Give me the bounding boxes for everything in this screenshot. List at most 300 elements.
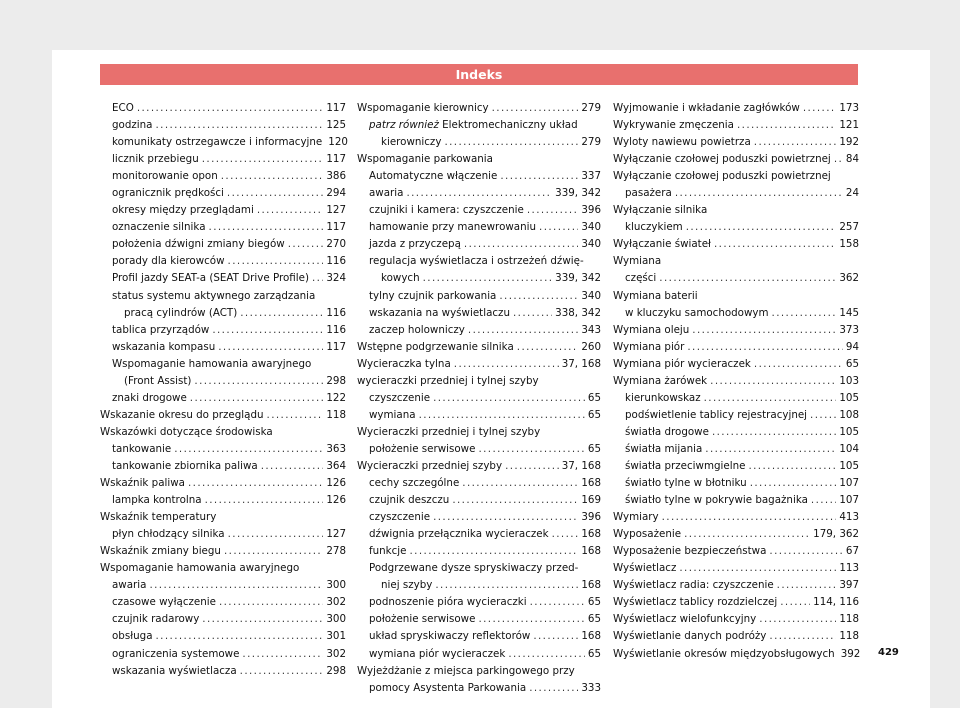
- entry-label: kluczykiem: [625, 221, 683, 234]
- index-entry: [357, 270, 601, 287]
- index-entry: [357, 509, 601, 526]
- entry-label: Wstępne podgrzewanie silnika: [357, 340, 514, 353]
- index-entry: [613, 424, 859, 441]
- entry-label: tankowanie zbiornika paliwa: [112, 459, 258, 472]
- leader-dots: [780, 594, 810, 611]
- entry-page-ref: 67: [845, 545, 859, 558]
- leader-dots: [242, 646, 323, 663]
- leader-dots: [748, 458, 836, 475]
- index-heading: Wspomaganie hamowania awaryjnego: [112, 357, 312, 370]
- leader-dots: [505, 458, 559, 475]
- entry-page-ref: 126: [326, 494, 346, 507]
- entry-page-ref: 114, 116: [813, 596, 859, 609]
- index-entry: [613, 117, 859, 134]
- entry-label: godzina: [112, 119, 153, 132]
- leader-dots: [464, 236, 578, 253]
- entry-label: licznik przebiegu: [112, 153, 199, 166]
- entry-page-ref: 65: [587, 613, 601, 626]
- entry-page-ref: 392: [840, 647, 861, 660]
- entry-page-ref: 270: [326, 238, 346, 251]
- entry-label: światło tylne w błotniku: [625, 477, 747, 490]
- leader-dots: [194, 373, 323, 390]
- leader-dots: [533, 628, 578, 645]
- index-entry: [100, 339, 346, 356]
- leader-dots: [492, 100, 579, 117]
- index-heading: Wyłączanie czołowej poduszki powietrznej: [613, 170, 831, 183]
- index-entry: [100, 236, 346, 253]
- index-entry: [357, 594, 601, 611]
- entry-label: światła drogowe: [625, 425, 709, 438]
- entry-page-ref: 113: [839, 562, 859, 575]
- entry-page-ref: 37, 168: [561, 459, 601, 472]
- entry-page-ref: 302: [326, 596, 346, 609]
- entry-label: pomocy Asystenta Parkowania: [369, 681, 527, 694]
- entry-page-ref: 279: [581, 102, 601, 114]
- entry-page-ref: 127: [326, 528, 346, 541]
- index-entry: [613, 543, 859, 560]
- entry-label: Wymiana oleju: [613, 323, 690, 336]
- leader-dots: [777, 577, 837, 594]
- leader-dots: [149, 577, 323, 594]
- index-entry: [100, 441, 346, 458]
- leader-dots: [406, 185, 552, 202]
- leader-dots: [712, 424, 836, 441]
- entry-page-ref: 65: [587, 596, 601, 609]
- entry-page-ref: 279: [581, 136, 601, 149]
- entry-label: oznaczenie silnika: [112, 221, 206, 234]
- index-heading: wycieraczki przedniej i tylnej szyby: [357, 374, 539, 387]
- entry-page-ref: 339, 342: [555, 272, 601, 285]
- entry-label: czyszczenie: [369, 511, 431, 524]
- entry-label: Wyświetlacz radia: czyszczenie: [613, 579, 774, 592]
- entry-label: światła przeciwmgielne: [625, 459, 746, 472]
- entry-label: Wyłączanie czołowej poduszki powietrznej: [613, 153, 831, 166]
- entry-label: wymiana: [369, 408, 416, 421]
- leader-dots: [759, 611, 836, 628]
- leader-dots: [444, 134, 578, 151]
- entry-label: Automatyczne włączenie: [369, 170, 498, 183]
- leader-dots: [687, 339, 843, 356]
- entry-label: awaria: [369, 187, 404, 200]
- entry-label: czujnik deszczu: [369, 494, 450, 507]
- entry-label: okresy między przeglądami: [112, 204, 254, 217]
- leader-dots: [811, 492, 836, 509]
- leader-dots: [737, 117, 836, 134]
- entry-page-ref: 117: [326, 221, 346, 234]
- index-entry: [100, 458, 346, 475]
- leader-dots: [552, 526, 579, 543]
- index-entry: [100, 492, 346, 509]
- leader-dots: [834, 151, 843, 168]
- leader-dots: [478, 441, 584, 458]
- entry-page-ref: 158: [839, 238, 859, 251]
- index-entry: [613, 646, 859, 663]
- index-entry: [100, 134, 346, 151]
- entry-label: światło tylne w pokrywie bagażnika: [625, 494, 808, 507]
- leader-dots: [202, 151, 324, 168]
- index-heading: Wyjeżdżanie z miejsca parkingowego przy: [357, 664, 575, 677]
- entry-page-ref: 294: [326, 187, 346, 200]
- index-column-2: [357, 100, 601, 697]
- entry-label: Wyświetlacz tablicy rozdzielczej: [613, 596, 778, 609]
- entry-page-ref: 364: [326, 459, 346, 472]
- entry-page-ref: 343: [581, 323, 601, 336]
- leader-dots: [662, 509, 837, 526]
- entry-label: położenia dźwigni zmiany biegów: [112, 238, 285, 251]
- index-heading: Wspomaganie parkowania: [357, 153, 493, 166]
- entry-label: lampka kontrolna: [112, 494, 202, 507]
- entry-page-ref: 105: [839, 425, 859, 438]
- leader-dots: [209, 219, 324, 236]
- leader-dots: [228, 526, 324, 543]
- entry-label: Wyposażenie: [613, 528, 682, 541]
- entry-label: wskazania na wyświetlaczu: [369, 306, 510, 319]
- entry-label: awaria: [112, 579, 147, 592]
- leader-dots: [261, 458, 324, 475]
- entry-label: zaczep holowniczy: [369, 323, 465, 336]
- entry-label: podnoszenie pióra wycieraczki: [369, 596, 527, 609]
- entry-page-ref: 107: [839, 494, 859, 507]
- index-entry: [613, 526, 859, 543]
- index-entry: [100, 594, 346, 611]
- index-entry: [100, 543, 346, 560]
- entry-page-ref: 340: [581, 221, 601, 234]
- leader-dots: [714, 236, 836, 253]
- index-entry: [613, 390, 859, 407]
- entry-page-ref: 301: [326, 630, 346, 643]
- entry-label: (Front Assist): [124, 374, 192, 387]
- entry-page-ref: 65: [587, 391, 601, 404]
- leader-dots: [218, 339, 323, 356]
- entry-page-ref: 396: [581, 204, 601, 217]
- see-also-prefix: patrz również: [369, 119, 439, 132]
- index-entry: [100, 407, 346, 424]
- leader-dots: [679, 560, 836, 577]
- index-entry: [100, 305, 346, 322]
- index-heading: Podgrzewane dysze spryskiwaczy przed-: [369, 562, 579, 575]
- index-entry: [613, 441, 859, 458]
- entry-label: Wyświetlanie danych podróży: [613, 630, 767, 643]
- page-number: 429: [878, 647, 899, 658]
- entry-page-ref: 118: [839, 630, 859, 643]
- leader-dots: [188, 475, 323, 492]
- leader-dots: [433, 390, 585, 407]
- index-heading: Wyłączanie silnika: [613, 204, 708, 217]
- entry-label: Wyświetlanie okresów międzyobsługowych: [613, 647, 835, 660]
- entry-page-ref: 117: [326, 340, 346, 353]
- entry-page-ref: 363: [326, 442, 346, 455]
- entry-page-ref: 24: [845, 187, 859, 200]
- entry-page-ref: 121: [839, 119, 859, 132]
- entry-label: czujnik radarowy: [112, 613, 200, 626]
- entry-page-ref: 116: [326, 306, 346, 319]
- index-entry: [100, 151, 346, 168]
- index-heading: status systemu aktywnego zarządzania: [112, 289, 316, 302]
- entry-page-ref: 108: [839, 408, 859, 421]
- index-entry: [357, 390, 601, 407]
- entry-page-ref: 396: [581, 511, 601, 524]
- entry-page-ref: 397: [839, 579, 859, 592]
- entry-label: położenie serwisowe: [369, 613, 476, 626]
- index-entry: [357, 134, 601, 151]
- entry-label: ECO: [112, 102, 134, 114]
- entry-page-ref: 120: [328, 136, 348, 149]
- entry-label: Wspomaganie kierownicy: [357, 102, 489, 114]
- index-entry: [357, 526, 601, 543]
- index-entry: [100, 373, 346, 390]
- index-entry: [100, 202, 346, 219]
- index-entry: [100, 100, 346, 117]
- index-entry: [613, 305, 859, 322]
- index-entry: [357, 219, 601, 236]
- index-entry: [100, 219, 346, 236]
- entry-label: tankowanie: [112, 442, 172, 455]
- entry-page-ref: 386: [326, 170, 346, 183]
- index-entry: [613, 373, 859, 390]
- index-entry: [357, 577, 601, 594]
- index-heading: Wymiana baterii: [613, 289, 698, 302]
- see-also-line: [357, 117, 601, 134]
- leader-dots: [754, 356, 843, 373]
- leader-dots: [312, 270, 323, 287]
- entry-label: Wycieraczka tylna: [357, 357, 451, 370]
- index-entry: [357, 441, 601, 458]
- leader-dots: [769, 628, 836, 645]
- leader-dots: [212, 322, 323, 339]
- index-entry: [357, 611, 601, 628]
- entry-label: Wymiana żarówek: [613, 374, 708, 387]
- index-entry: [100, 185, 346, 202]
- entry-page-ref: 126: [326, 477, 346, 490]
- leader-dots: [530, 594, 585, 611]
- leader-dots: [803, 100, 837, 117]
- index-entry: [100, 390, 346, 407]
- entry-page-ref: 145: [839, 306, 859, 319]
- leader-dots: [419, 407, 585, 424]
- entry-page-ref: 169: [581, 494, 601, 507]
- index-entry: [613, 475, 859, 492]
- leader-dots: [174, 441, 323, 458]
- index-entry: [357, 475, 601, 492]
- entry-label: Wyświetlacz: [613, 562, 677, 575]
- index-entry: [613, 185, 859, 202]
- index-entry: [357, 305, 601, 322]
- leader-dots: [410, 543, 579, 560]
- entry-page-ref: 300: [326, 613, 346, 626]
- entry-page-ref: 117: [326, 102, 346, 114]
- entry-page-ref: 337: [581, 170, 601, 183]
- entry-page-ref: 373: [839, 323, 859, 336]
- index-column-3: [613, 100, 859, 663]
- entry-page-ref: 122: [326, 391, 346, 404]
- entry-page-ref: 105: [839, 459, 859, 472]
- entry-label: kierunkowskaz: [625, 391, 701, 404]
- index-entry: [613, 611, 859, 628]
- entry-label: w kluczyku samochodowym: [625, 306, 769, 319]
- index-header: [100, 64, 858, 85]
- index-entry: [613, 339, 859, 356]
- entry-page-ref: 116: [326, 323, 346, 336]
- index-heading: Wspomaganie hamowania awaryjnego: [100, 562, 300, 575]
- index-entry: [357, 202, 601, 219]
- entry-page-ref: 302: [326, 647, 346, 660]
- entry-page-ref: 107: [839, 477, 859, 490]
- entry-label: pracą cylindrów (ACT): [124, 306, 238, 319]
- index-heading: Wycieraczki przedniej i tylnej szyby: [357, 425, 541, 438]
- leader-dots: [686, 219, 837, 236]
- index-entry: [613, 509, 859, 526]
- entry-label: Wymiana piór wycieraczek: [613, 357, 751, 370]
- leader-dots: [513, 305, 552, 322]
- entry-page-ref: 324: [326, 272, 346, 285]
- entry-label: znaki drogowe: [112, 391, 187, 404]
- index-entry: [100, 270, 346, 287]
- index-entry: [357, 543, 601, 560]
- leader-dots: [267, 407, 324, 424]
- leader-dots: [772, 305, 837, 322]
- index-heading: Wskaźnik temperatury: [100, 511, 217, 524]
- index-entry: [100, 168, 346, 185]
- leader-dots: [527, 202, 578, 219]
- leader-dots: [454, 356, 559, 373]
- leader-dots: [227, 185, 323, 202]
- leader-dots: [499, 288, 578, 305]
- leader-dots: [257, 202, 324, 219]
- index-entry: [100, 628, 346, 645]
- index-entry: [357, 100, 601, 117]
- entry-page-ref: 168: [581, 630, 601, 643]
- entry-label: jazda z przyczepą: [369, 238, 461, 251]
- entry-label: dźwignia przełącznika wycieraczek: [369, 528, 549, 541]
- entry-label: położenie serwisowe: [369, 442, 476, 455]
- leader-dots: [462, 475, 578, 492]
- entry-label: cechy szczególne: [369, 477, 460, 490]
- index-entry: [357, 236, 601, 253]
- entry-label: Wycieraczki przedniej szyby: [357, 459, 503, 472]
- leader-dots: [423, 270, 553, 287]
- entry-label: wymiana piór wycieraczek: [369, 647, 506, 660]
- index-entry: [100, 577, 346, 594]
- entry-label: Wyłączanie świateł: [613, 238, 711, 251]
- leader-dots: [710, 373, 836, 390]
- entry-label: niej szyby: [381, 579, 433, 592]
- entry-page-ref: 103: [839, 374, 859, 387]
- entry-label: światła mijania: [625, 442, 703, 455]
- entry-label: Profil jazdy SEAT-a (SEAT Drive Profile): [112, 272, 309, 285]
- index-entry: [100, 663, 346, 680]
- see-also-target: Elektromechaniczny układ: [442, 119, 578, 132]
- index-entry: [357, 168, 601, 185]
- index-heading: Wskazówki dotyczące środowiska: [100, 425, 273, 438]
- leader-dots: [810, 407, 836, 424]
- index-entry: [100, 611, 346, 628]
- entry-page-ref: 65: [587, 442, 601, 455]
- entry-label: kierowniczy: [381, 136, 442, 149]
- entry-page-ref: 105: [839, 391, 859, 404]
- entry-label: Wskazanie okresu do przeglądu: [100, 408, 264, 421]
- index-entry: [613, 628, 859, 645]
- index-entry: [613, 594, 859, 611]
- index-entry: [357, 322, 601, 339]
- entry-label: podświetlenie tablicy rejestracyjnej: [625, 408, 808, 421]
- entry-label: Wskaźnik zmiany biegu: [100, 545, 221, 558]
- leader-dots: [659, 270, 836, 287]
- index-entry: [613, 560, 859, 577]
- leader-dots: [529, 680, 578, 697]
- index-entry: [100, 475, 346, 492]
- entry-label: wskazania kompasu: [112, 340, 216, 353]
- index-entry: [357, 492, 601, 509]
- entry-page-ref: 65: [587, 647, 601, 660]
- leader-dots: [156, 628, 324, 645]
- entry-page-ref: 333: [581, 681, 601, 694]
- entry-label: Wykrywanie zmęczenia: [613, 119, 734, 132]
- entry-label: czasowe wyłączenie: [112, 596, 216, 609]
- entry-page-ref: 340: [581, 238, 601, 251]
- entry-label: kowych: [381, 272, 420, 285]
- index-heading: regulacja wyświetlacza i ostrzeżeń dźwię-: [369, 255, 584, 268]
- entry-page-ref: 192: [839, 136, 859, 149]
- leader-dots: [202, 611, 323, 628]
- entry-page-ref: 104: [839, 442, 859, 455]
- index-entry: [357, 185, 601, 202]
- index-entry: [613, 100, 859, 117]
- index-entry: [613, 151, 859, 168]
- index-entry: [357, 458, 601, 475]
- index-entry: [613, 577, 859, 594]
- entry-label: Wyloty nawiewu powietrza: [613, 136, 751, 149]
- leader-dots: [508, 646, 585, 663]
- entry-label: Wyświetlacz wielofunkcyjny: [613, 613, 757, 626]
- leader-dots: [288, 236, 324, 253]
- index-column-1: [100, 100, 346, 680]
- entry-label: Wymiary: [613, 511, 659, 524]
- entry-label: części: [625, 272, 657, 285]
- entry-page-ref: 168: [581, 528, 601, 541]
- entry-page-ref: 173: [839, 102, 859, 114]
- entry-page-ref: 37, 168: [561, 357, 601, 370]
- entry-page-ref: 278: [326, 545, 346, 558]
- entry-label: Wyjmowanie i wkładanie zagłówków: [613, 102, 800, 114]
- entry-page-ref: 118: [326, 408, 346, 421]
- leader-dots: [435, 577, 578, 594]
- leader-dots: [517, 339, 579, 356]
- entry-label: czujniki i kamera: czyszczenie: [369, 204, 524, 217]
- leader-dots: [219, 594, 323, 611]
- entry-label: hamowanie przy manewrowaniu: [369, 221, 537, 234]
- leader-dots: [190, 390, 324, 407]
- index-entry: [613, 492, 859, 509]
- entry-page-ref: 127: [326, 204, 346, 217]
- entry-page-ref: 257: [839, 221, 859, 234]
- leader-dots: [754, 134, 837, 151]
- leader-dots: [224, 543, 323, 560]
- entry-label: czyszczenie: [369, 391, 431, 404]
- leader-dots: [750, 475, 837, 492]
- index-entry: [613, 356, 859, 373]
- leader-dots: [675, 185, 843, 202]
- entry-label: porady dla kierowców: [112, 255, 225, 268]
- index-entry: [613, 134, 859, 151]
- entry-label: płyn chłodzący silnika: [112, 528, 225, 541]
- entry-page-ref: 179, 362: [813, 528, 859, 541]
- entry-label: monitorowanie opon: [112, 170, 218, 183]
- entry-label: tablica przyrządów: [112, 323, 210, 336]
- entry-label: układ spryskiwaczy reflektorów: [369, 630, 531, 643]
- leader-dots: [769, 543, 842, 560]
- index-entry: [357, 646, 601, 663]
- index-entry: [357, 288, 601, 305]
